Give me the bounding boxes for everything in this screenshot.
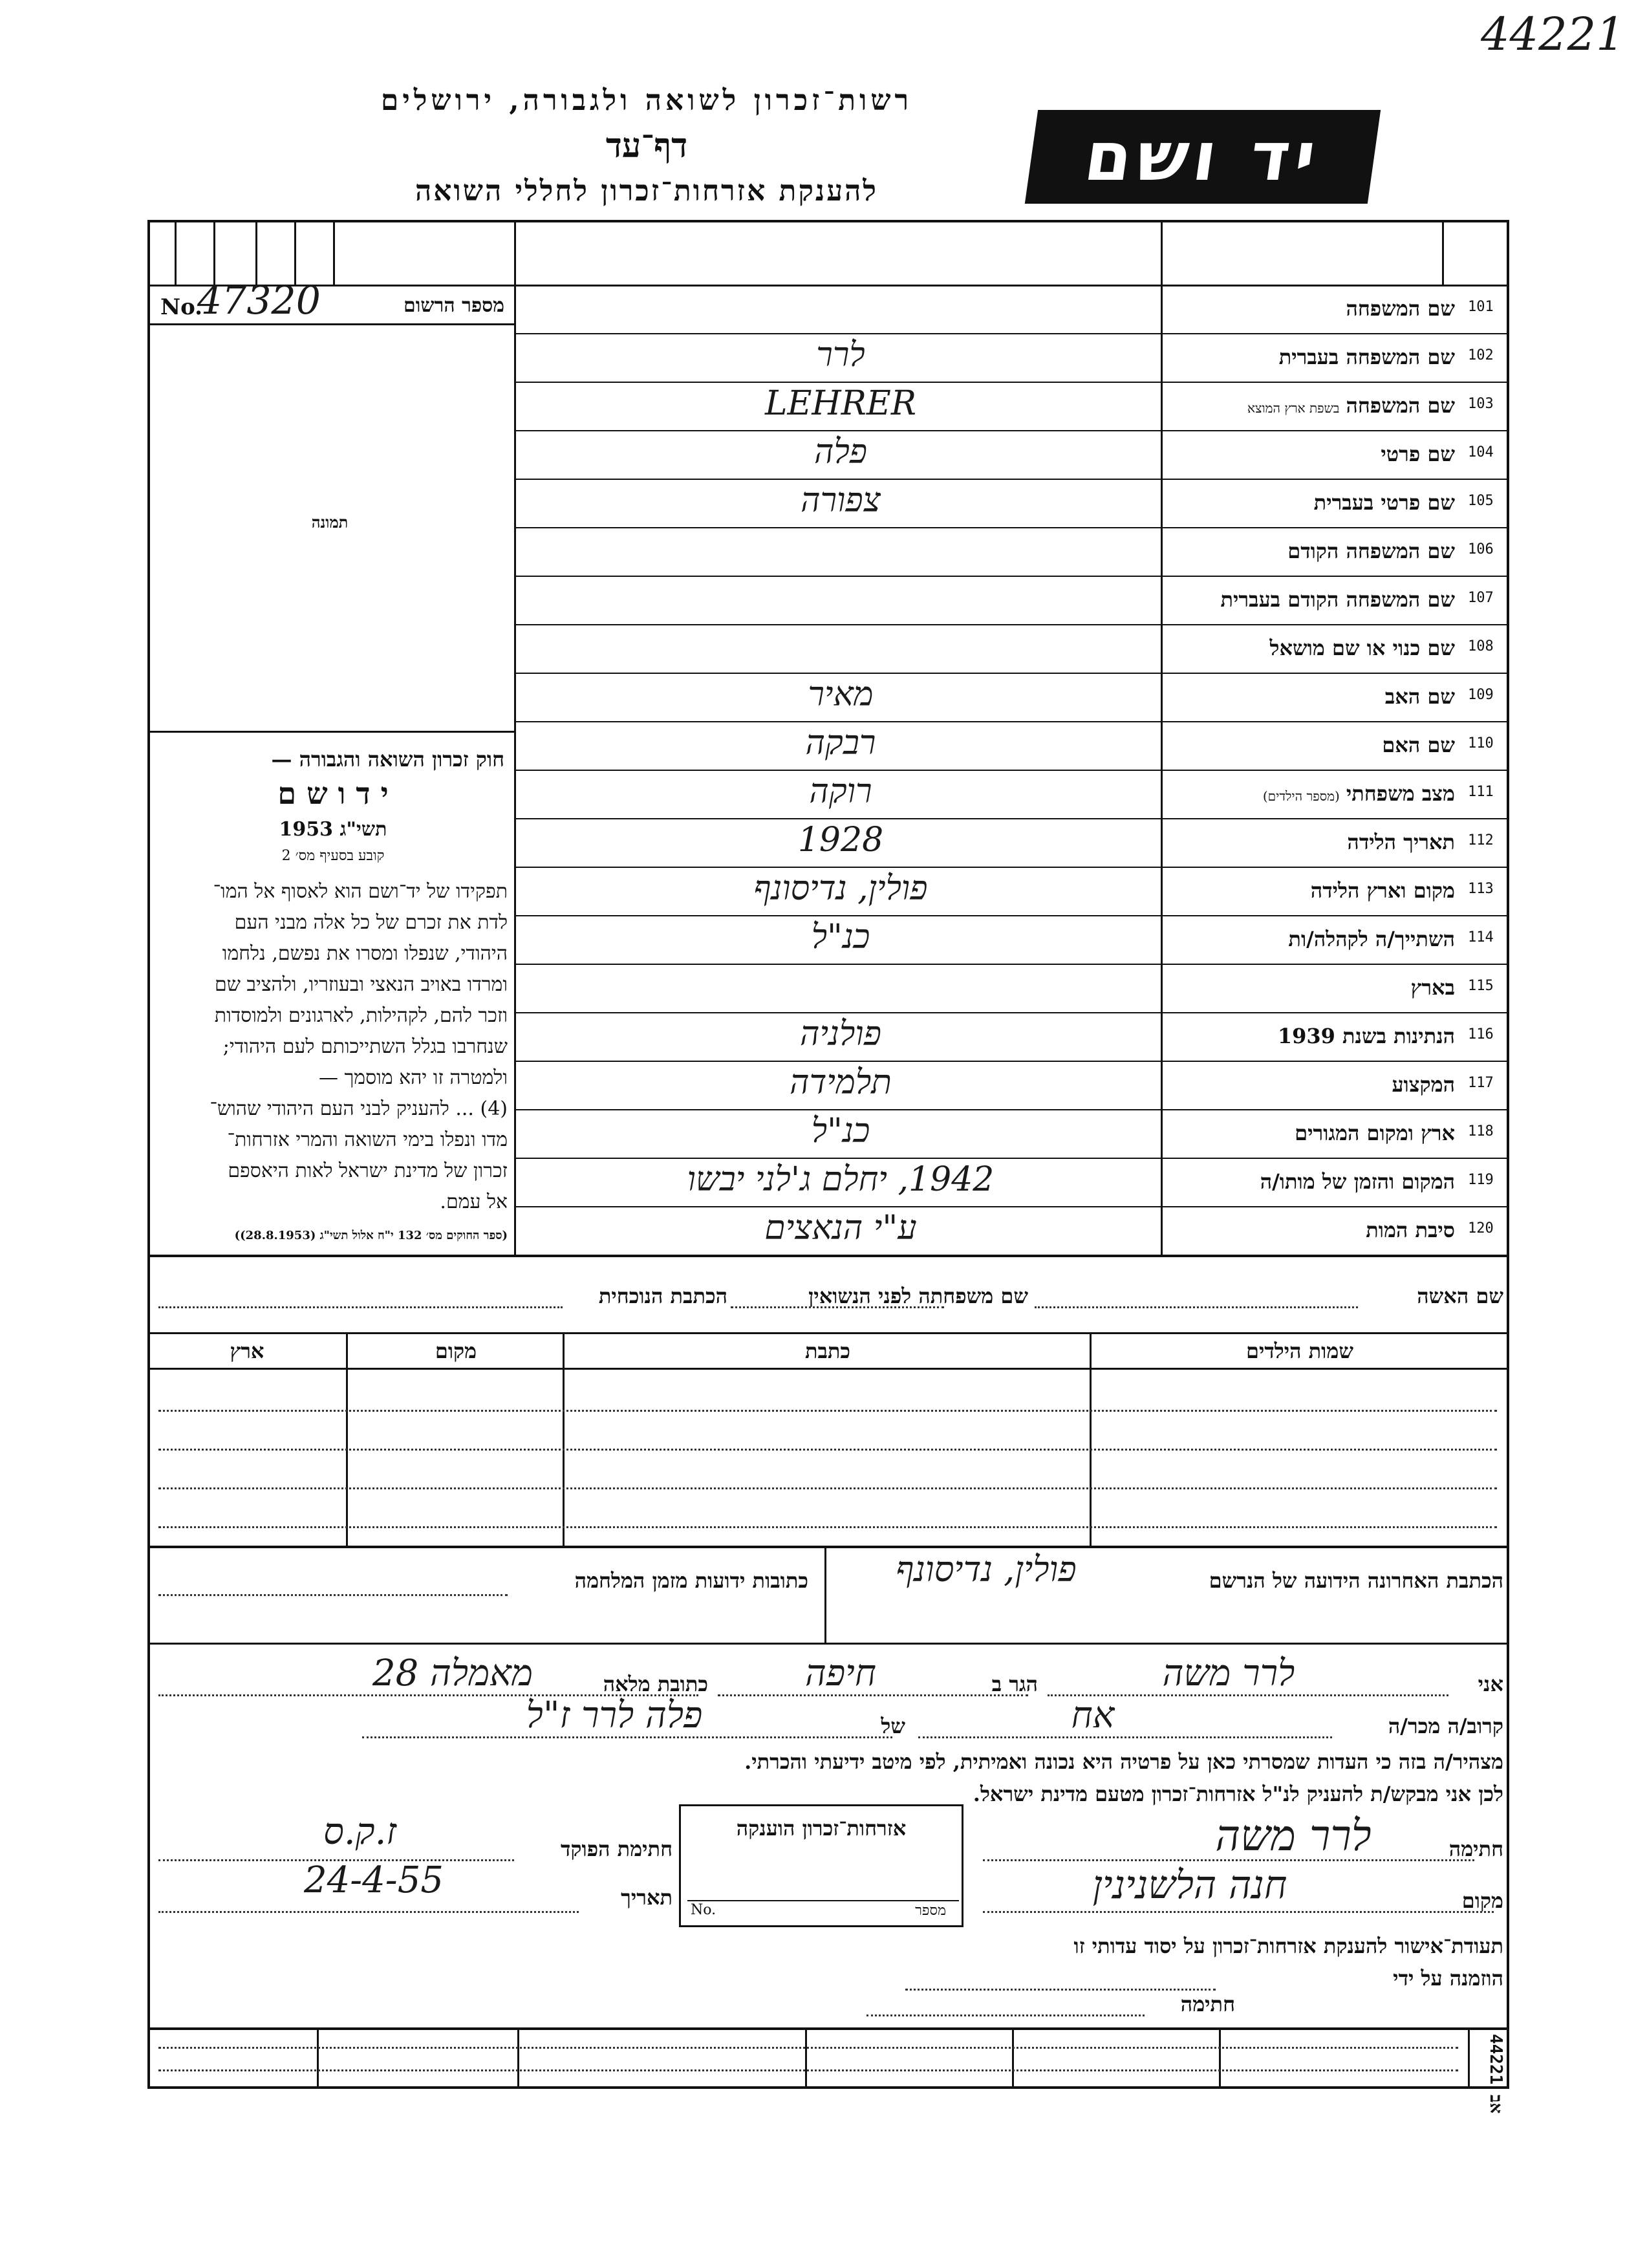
law-line: אל עמם. bbox=[440, 1191, 508, 1213]
field-number: 108 bbox=[1468, 638, 1494, 654]
field-number: 113 bbox=[1468, 881, 1494, 897]
field-label bbox=[1287, 539, 1455, 563]
law-line: היהודי, שנפלו ומסרו את נפשם, נלחמו bbox=[222, 942, 508, 965]
field-number: 106 bbox=[1468, 541, 1494, 557]
full-address-label: כתובת מלאה bbox=[603, 1672, 708, 1696]
maiden-name-label: שם משפחתה לפני הנשואין bbox=[808, 1284, 1028, 1308]
field-number: 120 bbox=[1468, 1220, 1494, 1237]
field-value: פולניה bbox=[800, 1015, 881, 1053]
wartime-addresses-label: כתובות ידועות מזמן המלחמה bbox=[574, 1568, 808, 1593]
field-value: מאיר bbox=[808, 675, 874, 714]
field-label-text: שם פרטי bbox=[1381, 442, 1455, 466]
field-number: 104 bbox=[1468, 444, 1494, 460]
field-label-text: שם כנוי או שם מושאל bbox=[1269, 636, 1455, 660]
field-number: 110 bbox=[1468, 735, 1494, 751]
children-names-header: שמות הילדים bbox=[1246, 1339, 1353, 1363]
approval-signature-label: חתימה bbox=[1180, 1992, 1235, 2016]
date-value: 24-4-55 bbox=[304, 1859, 444, 1901]
field-label bbox=[1411, 975, 1455, 1000]
field-number: 114 bbox=[1468, 929, 1494, 945]
witness-i-label: אני bbox=[1478, 1672, 1503, 1696]
field-label-note: בשפת ארץ המוצא bbox=[1247, 400, 1340, 416]
field-label-text: המקצוע bbox=[1392, 1072, 1455, 1097]
resides-value: חיפה bbox=[805, 1652, 876, 1694]
field-label bbox=[1260, 1169, 1455, 1194]
law-line: תפקידו של יד־ושם הוא לאסוף אל המו־ bbox=[213, 880, 508, 903]
field-value: רבקה bbox=[805, 724, 876, 762]
field-value: 1942, יחלם ג'לני יבשו bbox=[687, 1160, 995, 1199]
law-line: לדת את זכרם של כל אלה מבני העם bbox=[234, 911, 508, 934]
field-value: 1928 bbox=[797, 821, 884, 859]
stamp-title: אזרחות־זכרון הוענקה bbox=[736, 1816, 907, 1841]
field-value: ע"י הנאצים bbox=[764, 1209, 917, 1247]
field-value: צפורה bbox=[801, 481, 881, 520]
field-value: פלה bbox=[813, 433, 868, 471]
field-number: 115 bbox=[1468, 978, 1494, 994]
stamp-number-label: מספר bbox=[915, 1903, 946, 1919]
approval-line-1: תעודת־אישור להענקת אזרחות־זכרון על יסוד עדותי זו bbox=[1073, 1934, 1503, 1958]
law-clause: קובע בסעיף מס׳ 2 bbox=[281, 848, 385, 864]
field-number: 105 bbox=[1468, 493, 1494, 509]
officer-signature-label: חתימת הפוקד bbox=[561, 1837, 673, 1861]
field-label-text: מקום וארץ הלידה bbox=[1310, 878, 1455, 903]
field-label bbox=[1347, 830, 1455, 854]
field-number: 107 bbox=[1468, 590, 1494, 606]
archive-corner-number: 44221 bbox=[1481, 8, 1625, 61]
law-line: ומרדו באויב הנאצי ובעוזריו, ולהציב שם bbox=[215, 973, 508, 996]
last-address-label: הכתבת האחרונה הידועה של הנרשם bbox=[1209, 1568, 1503, 1593]
field-number: 111 bbox=[1468, 784, 1494, 800]
field-label bbox=[1314, 490, 1455, 515]
field-number: 109 bbox=[1468, 687, 1494, 703]
law-line: (4) ... להעניק לבני העם היהודי שהוש־ bbox=[210, 1097, 508, 1120]
field-label-text: מצב משפחתי bbox=[1346, 781, 1455, 806]
field-number: 112 bbox=[1468, 832, 1494, 848]
law-line: שנחרבו בגלל השתייכותם לעם היהודי; bbox=[222, 1035, 508, 1058]
field-label-text: שם המשפחה הקודם bbox=[1287, 539, 1455, 563]
field-label-text: שם המשפחה bbox=[1346, 393, 1455, 418]
of-value: פלה לרר ז"ל bbox=[526, 1694, 703, 1736]
field-label bbox=[1381, 442, 1455, 466]
field-label-text: השתייך/ה לקהלה/ות bbox=[1288, 927, 1455, 951]
law-name: י ד ו ש ם bbox=[277, 776, 389, 811]
law-line: מדו ונפלו בימי השואה והמרי אזרחות־ bbox=[227, 1129, 508, 1151]
field-value: כנ"ל bbox=[811, 918, 870, 956]
registration-no-prefix: No. bbox=[160, 294, 202, 320]
field-label bbox=[1295, 1121, 1455, 1145]
law-body bbox=[158, 876, 508, 1218]
field-label-text: סיבת המות bbox=[1366, 1218, 1455, 1242]
field-label-text: המקום והזמן של מותו/ה bbox=[1260, 1169, 1455, 1194]
declaration-line-1: מצהיר/ה בזה כי העדות שמסרתי כאן על פרטיה היא נכונה ואמיתית, לפי מיטב ידיעתי והכרתי. bbox=[744, 1749, 1503, 1774]
field-label-text: שם פרטי בעברית bbox=[1313, 490, 1455, 515]
field-label bbox=[1279, 345, 1455, 369]
current-address-label: הכתבת הנוכחית bbox=[598, 1284, 727, 1308]
citizenship-stamp-box bbox=[679, 1804, 963, 1927]
field-label-text: ארץ ומקום המגורים bbox=[1295, 1121, 1455, 1145]
place-value: חנה הלשנינין bbox=[1092, 1863, 1287, 1908]
signature-label: חתימה bbox=[1448, 1837, 1503, 1861]
of-label: של bbox=[881, 1714, 905, 1738]
field-label-text: שם המשפחה הקודם בעברית bbox=[1220, 587, 1455, 612]
header-authority: רשות־זכרון לשואה ולגבורה, ירושלים bbox=[380, 84, 913, 117]
field-value: כנ"ל bbox=[811, 1112, 870, 1150]
law-line: ולמטרה זו יהא מוסמך — bbox=[319, 1066, 508, 1089]
full-address-value: מאמלה 28 bbox=[372, 1652, 533, 1694]
relation-label: קרוב/ה מכר/ה bbox=[1388, 1714, 1503, 1738]
field-number: 117 bbox=[1468, 1075, 1494, 1091]
field-label bbox=[1382, 733, 1455, 757]
field-label-text: שם האם bbox=[1382, 733, 1455, 757]
relation-value: אח bbox=[1071, 1694, 1115, 1736]
declaration-line-2: לכן אני מבקש/ת להעניק לנ"ל אזרחות־זכרון מטעם מדינת ישראל. bbox=[973, 1782, 1503, 1806]
logo-text: יד ושם bbox=[1080, 117, 1326, 196]
field-label bbox=[1221, 587, 1455, 612]
field-label-text: הנתינות בשנת 1939 bbox=[1277, 1024, 1455, 1048]
field-label bbox=[1366, 1218, 1455, 1242]
officer-signature: ז.ק.ס bbox=[323, 1811, 397, 1853]
field-label-text: בארץ bbox=[1410, 975, 1455, 1000]
field-number: 102 bbox=[1468, 347, 1494, 363]
law-footnote: (ספר החוקים מס׳ 132 י"ח אלול תשי"ג (28.8.1953)) bbox=[234, 1229, 508, 1242]
field-label bbox=[1263, 781, 1455, 806]
children-country-header: ארץ bbox=[230, 1339, 264, 1363]
witness-signature: לרר משה bbox=[1215, 1811, 1372, 1861]
law-line: וזכר להם, לקהילות, לארגונים ולמוסדות bbox=[214, 1004, 508, 1027]
witness-name: לרר משה bbox=[1162, 1652, 1295, 1694]
field-number: 103 bbox=[1468, 396, 1494, 412]
field-label bbox=[1392, 1072, 1455, 1097]
form-subtitle: להענקת אזרחות־זכרון לחללי השואה bbox=[414, 175, 878, 208]
law-year: תשי"ג 1953 bbox=[279, 818, 387, 841]
resides-label: הגר ב bbox=[991, 1672, 1038, 1696]
field-label-text: שם המשפחה בעברית bbox=[1278, 345, 1455, 369]
field-label bbox=[1311, 878, 1455, 903]
field-label bbox=[1247, 393, 1455, 418]
field-label-text: שם האב bbox=[1384, 684, 1455, 709]
last-address-value: פולין, נדיסונף bbox=[896, 1549, 1077, 1590]
law-title: חוק זכרון השואה והגבורה — bbox=[271, 747, 504, 772]
field-value: LEHRER bbox=[764, 384, 917, 423]
registration-number: 47320 bbox=[197, 278, 321, 323]
wife-label: שם האשה bbox=[1417, 1284, 1503, 1308]
stamp-no: No. bbox=[691, 1902, 716, 1918]
field-value: לרר bbox=[816, 336, 865, 374]
field-label bbox=[1288, 927, 1455, 951]
law-line: זכרון של מדינת ישראל לאות היאספם bbox=[228, 1160, 508, 1182]
form-title: דף־עד bbox=[605, 126, 688, 166]
yad-vashem-logo bbox=[1025, 110, 1381, 204]
registration-label: מספר הרשום bbox=[404, 294, 504, 317]
field-label-note: (מספר הילדים) bbox=[1262, 788, 1340, 804]
field-label bbox=[1278, 1024, 1455, 1048]
field-value: רוקה bbox=[809, 772, 872, 811]
field-label bbox=[1270, 636, 1456, 660]
photo-label: תמונה bbox=[311, 513, 349, 532]
field-number: 119 bbox=[1468, 1172, 1494, 1188]
field-label-text: תאריך הלידה bbox=[1347, 830, 1455, 854]
field-value: פולין, נדיסונף bbox=[753, 869, 928, 908]
field-number: 118 bbox=[1468, 1123, 1494, 1139]
children-place-header: מקום bbox=[435, 1339, 477, 1363]
field-number: 101 bbox=[1468, 299, 1494, 315]
field-label bbox=[1385, 684, 1455, 709]
place-label: מקום bbox=[1461, 1888, 1503, 1913]
field-label-text: שם המשפחה bbox=[1346, 296, 1455, 321]
date-label: תאריך bbox=[621, 1885, 673, 1910]
field-value: תלמידה bbox=[790, 1063, 892, 1102]
field-label bbox=[1346, 296, 1455, 321]
approval-line-2: הוזמנה על ידי bbox=[1393, 1966, 1503, 1991]
children-address-header: כתבת bbox=[804, 1339, 851, 1363]
side-archive-stamp: 44221 אב bbox=[1486, 2034, 1505, 2114]
field-number: 116 bbox=[1468, 1026, 1494, 1042]
